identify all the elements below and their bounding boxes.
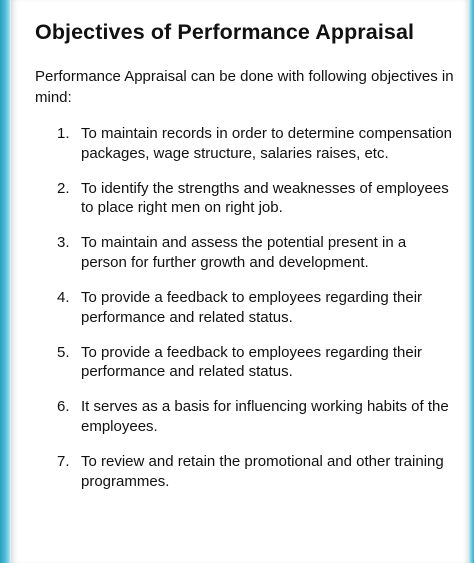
list-item [35,288,455,327]
list-item-text: To provide a feedback to employees regarding their performance and related status. [81,289,423,326]
list-item-number: 4. [57,289,70,307]
list-item [35,124,455,163]
left-border-strip [0,0,11,563]
list-item [35,233,455,272]
objectives-list [35,124,455,507]
list-item-text: To identify the strengths and weaknesses of employees to place right men on right job. [81,179,449,217]
list-item-text: To maintain and assess the potential present in a person for further growth and development. [81,234,407,271]
list-item-text: To review and retain the promotional and other training programmes. [81,453,444,490]
list-item-number: 6. [57,398,70,416]
list-item-text: To provide a feedback to employees regarding their performance and related status. [81,343,423,381]
list-item-number: 7. [57,453,70,471]
right-border-strip [468,0,474,563]
list-item-text: To maintain records in order to determine compensation packages, wage structure, salaries raises, etc. [81,125,453,162]
list-item-number: 5. [57,343,70,361]
list-item-number: 2. [57,179,70,197]
list-item [35,343,455,382]
list-item-number: 1. [57,125,70,142]
list-item [35,179,455,218]
list-item [35,397,455,436]
list-item-text: It serves as a basis for influencing working habits of the employees. [81,398,449,435]
intro-paragraph: Performance Appraisal can be done with following objectives in mind: [35,68,454,106]
list-item [35,452,455,491]
document-panel [11,0,468,563]
list-item-number: 3. [57,234,70,252]
page-title: Objectives of Performance Appraisal [35,20,415,44]
